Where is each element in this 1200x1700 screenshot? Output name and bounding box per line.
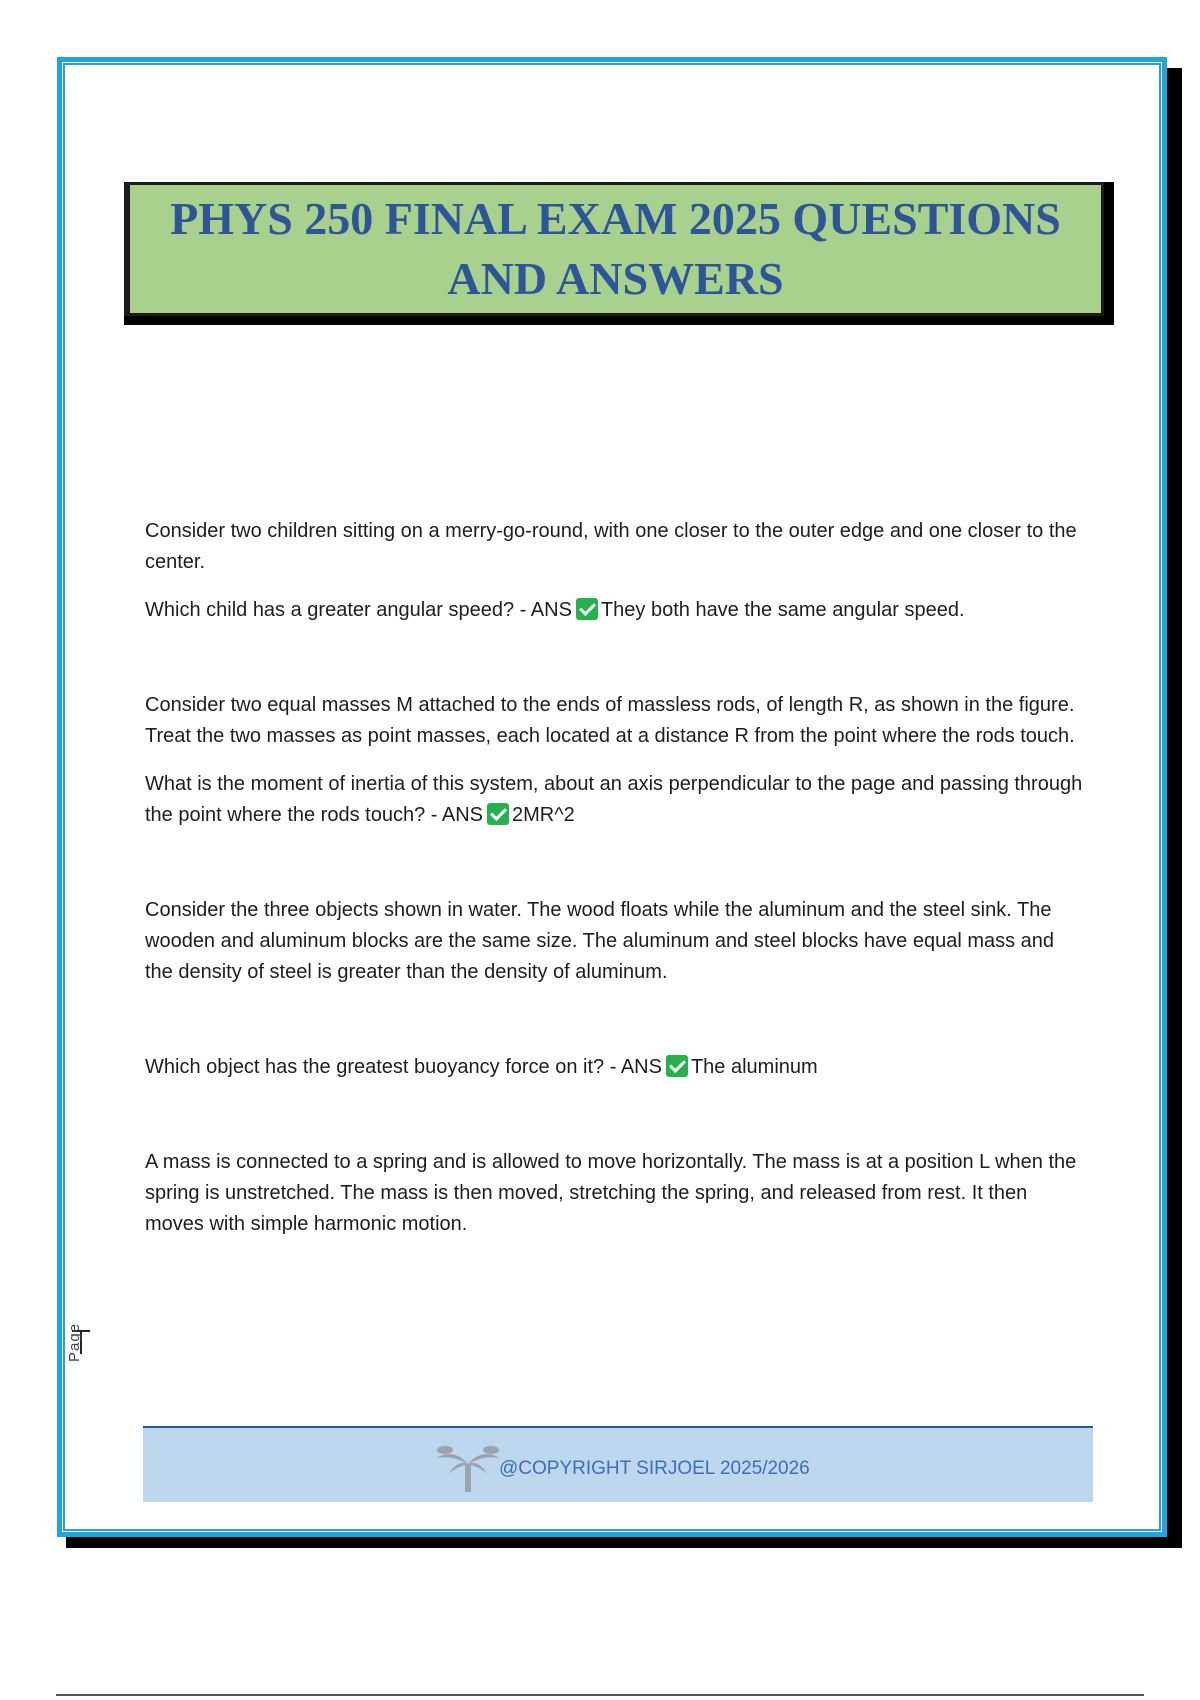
page-label: Page: [66, 1322, 83, 1362]
title-banner: [124, 182, 1104, 316]
question-line: [145, 595, 1085, 626]
check-icon: [666, 1055, 688, 1077]
check-icon: [487, 803, 509, 825]
question-prompt: Consider the three objects shown in water. The wood floats while the aluminum and the steel sink. The wooden and aluminum blocks are the same size. The aluminum and steel blocks have equal mass and the density of steel is greater than the density of aluminum.: [145, 899, 1055, 983]
answer-text: 2MR^2: [512, 804, 575, 826]
question-line: [145, 1052, 1085, 1083]
check-icon: [576, 598, 598, 620]
question-prompt: A mass is connected to a spring and is allowed to move horizontally. The mass is at a position L when the spring is unstretched. The mass is then moved, stretching the spring, and released from rest. It then moves with simple harmonic motion.: [145, 1151, 1077, 1235]
question-text: Which object has the greatest buoyancy force on it?: [145, 1056, 605, 1078]
answer-text: They both have the same angular speed.: [600, 599, 965, 621]
page-title: PHYS 250 FINAL EXAM 2025 QUESTIONS AND ANSWERS: [170, 193, 1061, 304]
answer-marker: - ANS: [430, 804, 483, 826]
answer-marker: - ANS: [519, 599, 572, 621]
question-line: [145, 769, 1085, 831]
question-text: What is the moment of inertia of this system, about an axis perpendicular to the page and passing through the point where the rods touch?: [145, 773, 1083, 826]
copyright-text: @COPYRIGHT SIRJOEL 2025/2026: [499, 1458, 810, 1479]
question-prompt: Consider two equal masses M attached to the ends of massless rods, of length R, as shown in the figure. Treat the two masses as point masses, each located at a distance R from the point where the rods touch.: [145, 694, 1075, 747]
palm-logo-icon: [433, 1442, 503, 1494]
footer-banner: [143, 1426, 1093, 1502]
question-prompt: Consider two children sitting on a merry-go-round, with one closer to the outer edge and one closer to the center.: [145, 520, 1077, 573]
qa-content: [145, 516, 1085, 1240]
bottom-divider: [56, 1694, 1144, 1696]
answer-text: The aluminum: [690, 1056, 818, 1078]
question-text: Which child has a greater angular speed?: [145, 599, 515, 621]
answer-marker: - ANS: [609, 1056, 662, 1078]
